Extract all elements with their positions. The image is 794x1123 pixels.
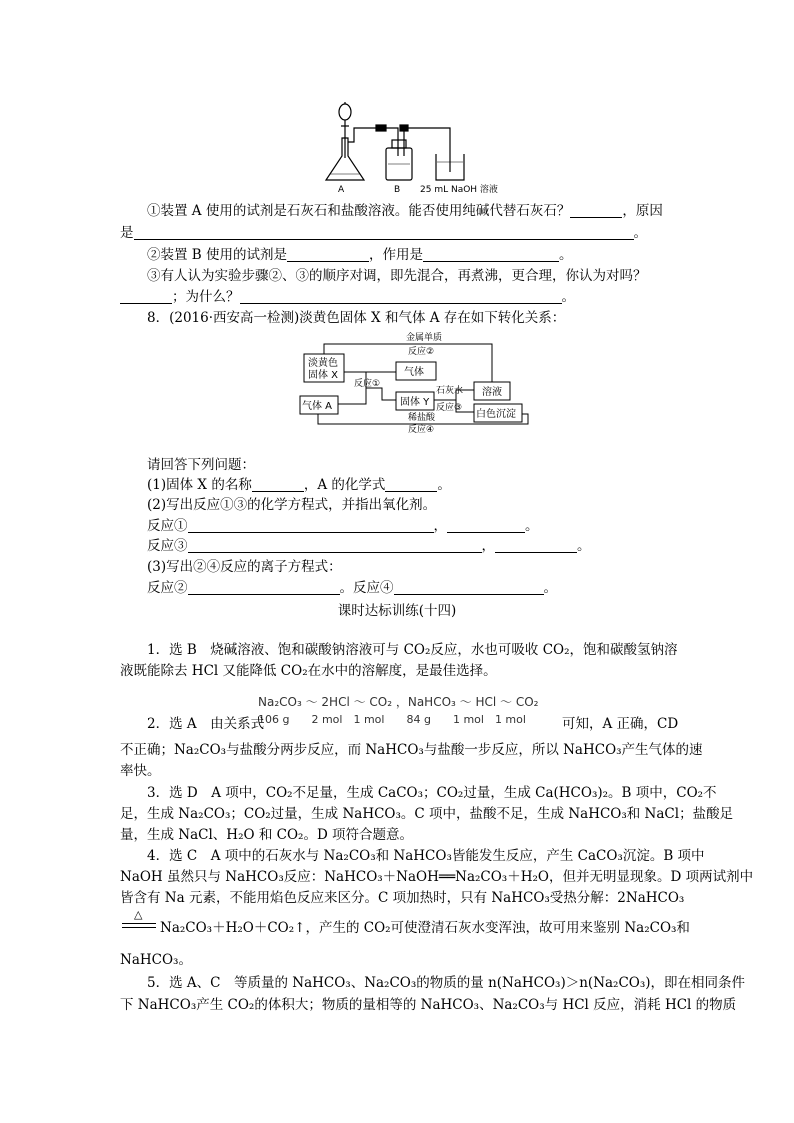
q7-part2: ②装置 B 使用的试剂是 ，作用是 。 (147, 247, 573, 263)
answer-3-line2: 足，生成 Na₂CO₃；CO₂过量，生成 NaHCO₃。C 项中，盐酸不足，生成 NaHCO₃和 NaCl；盐酸足 (120, 806, 734, 822)
answer-4-line5: NaHCO₃。 (120, 952, 192, 968)
svg-text:金属单质: 金属单质 (406, 333, 443, 343)
answer-4-line1: 4．选 C A 项中的石灰水与 Na₂CO₃和 NaHCO₃皆能发生反应，产生 CaCO₃沉淀。B 项中 (147, 848, 705, 864)
q8-s3: (3)写出②④反应的离子方程式： (147, 559, 342, 575)
label-a: A (338, 185, 345, 195)
svg-text:固体 Y: 固体 Y (400, 397, 430, 408)
q8-r3: 反应③ ， 。 (147, 538, 591, 554)
svg-text:淡黄色: 淡黄色 (308, 358, 338, 369)
answer-blank[interactable] (134, 225, 634, 240)
answer-blank[interactable] (385, 477, 437, 492)
answer-blank[interactable] (394, 580, 544, 595)
answer-blank[interactable] (188, 538, 482, 553)
q7-part1-cont: 是 。 (120, 225, 647, 241)
label-b: B (394, 185, 401, 195)
answer-2-line2: 不正确；Na₂CO₃与盐酸分两步反应，而 NaHCO₃与盐酸一步反应，所以 NaHCO₃产生气体的速 (120, 742, 703, 758)
q8-s1: (1)固体 X 的名称 ，A 的化学式 。 (147, 477, 451, 493)
answer-5-line1: 5．选 A、C 等质量的 NaHCO₃、Na₂CO₃的物质的量 n(NaHCO₃)＞n(Na₂CO₃)，即在相同条件 (147, 975, 746, 991)
answer-blank[interactable] (188, 518, 434, 533)
svg-text:反应②: 反应② (408, 347, 435, 357)
answer-4-line2: NaOH 虽然只与 NaHCO₃反应：NaHCO₃＋NaOH══Na₂CO₃＋H₂O，但并无明显现象。D 项两试剂中 (120, 869, 754, 885)
answer-blank[interactable] (188, 580, 340, 595)
q8-ask: 请回答下列问题： (147, 457, 255, 473)
svg-text:固体 X: 固体 X (308, 370, 339, 381)
answer-1-line1: 1．选 B 烧碱溶液、饱和碳酸钠溶液可与 CO₂反应，水也可吸收 CO₂，饱和碳酸氢钠溶 (147, 642, 678, 658)
answer-5-line2: 下 NaHCO₃产生 CO₂的体积大；物质的量相等的 NaHCO₃、Na₂CO₃与 HCl 反应，消耗 HCl 的物质 (120, 997, 737, 1013)
svg-text:石灰水: 石灰水 (436, 386, 464, 396)
q7-part1: ①装置 A 使用的试剂是石灰石和盐酸溶液。能否使用纯碱代替石灰石？ ，原因 (147, 203, 663, 219)
heat-symbol: △ (134, 908, 143, 921)
answer-blank[interactable] (120, 289, 172, 304)
answer-2-line1b: 可知，A 正确，CD (562, 716, 679, 732)
svg-text:稀盐酸: 稀盐酸 (408, 413, 436, 423)
answer-blank[interactable] (252, 477, 304, 492)
svg-text:反应①: 反应① (354, 379, 381, 389)
svg-text:反应③: 反应③ (436, 403, 463, 413)
answer-2-line3: 率快。 (120, 763, 161, 779)
answer-blank[interactable] (570, 203, 622, 218)
answer-blank[interactable] (287, 247, 369, 262)
answer-2-line1a: 2．选 A 由关系式 (147, 716, 265, 732)
answer-4-line4: Na₂CO₃＋H₂O＋CO₂↑，产生的 CO₂可使澄清石灰水变浑浊，故可用来鉴别 Na₂CO₃和 (160, 920, 690, 936)
q8-r2-r4: 反应② 。反应④ 。 (147, 580, 557, 596)
answer-blank[interactable] (495, 538, 577, 553)
answer-3-line1: 3．选 D A 项中，CO₂不足量，生成 CaCO₃；CO₂过量，生成 Ca(HCO₃)₂。B 项中，CO₂不 (147, 785, 717, 801)
answer-blank[interactable] (447, 518, 525, 533)
svg-text:反应④: 反应④ (408, 425, 435, 435)
reaction-arrow (122, 923, 156, 928)
q8-stem: 8．(2016·西安高一检测)淡黄色固体 X 和气体 A 存在如下转化关系： (147, 310, 566, 326)
answer-blank[interactable] (240, 289, 562, 304)
answer-4-line3: 皆含有 Na 元素，不能用焰色反应来区分。C 项加热时，只有 NaHCO₃受热分解：2NaHCO₃ (120, 890, 685, 906)
answer-3-line3: 量，生成 NaCl、H₂O 和 CO₂。D 项符合题意。 (120, 827, 414, 843)
label-c: 25 mL NaOH 溶液 (420, 185, 498, 195)
section-title: 课时达标训练(十四) (337, 603, 457, 619)
answer-2-formula-top: Na₂CO₃ ～ 2HCl ～ CO₂ ，NaHCO₃ ～ HCl ～ CO₂ (258, 695, 539, 709)
answer-blank[interactable] (423, 247, 559, 262)
svg-text:气体: 气体 (404, 367, 424, 378)
q8-r1: 反应① ， 。 (147, 518, 539, 534)
q8-s2: (2)写出反应①③的化学方程式，并指出氧化剂。 (147, 497, 437, 513)
svg-text:气体 A: 气体 A (302, 401, 333, 412)
answer-2-formula-bottom: 106 g 2 mol 1 mol 84 g 1 mol 1 mol (258, 713, 526, 726)
answer-1-line2: 液既能除去 HCl 又能降低 CO₂在水中的溶解度，是最佳选择。 (120, 663, 497, 679)
q7-part3: ③有人认为实验步骤②、③的顺序对调，即先混合，再煮沸，更合理，你认为对吗？ (147, 268, 647, 284)
svg-text:溶液: 溶液 (482, 387, 502, 398)
svg-text:白色沉淀: 白色沉淀 (476, 409, 516, 420)
q7-part3-cont: ；为什么？ 。 (120, 287, 575, 307)
apparatus-figure (320, 98, 500, 194)
reaction-diagram (296, 332, 536, 435)
